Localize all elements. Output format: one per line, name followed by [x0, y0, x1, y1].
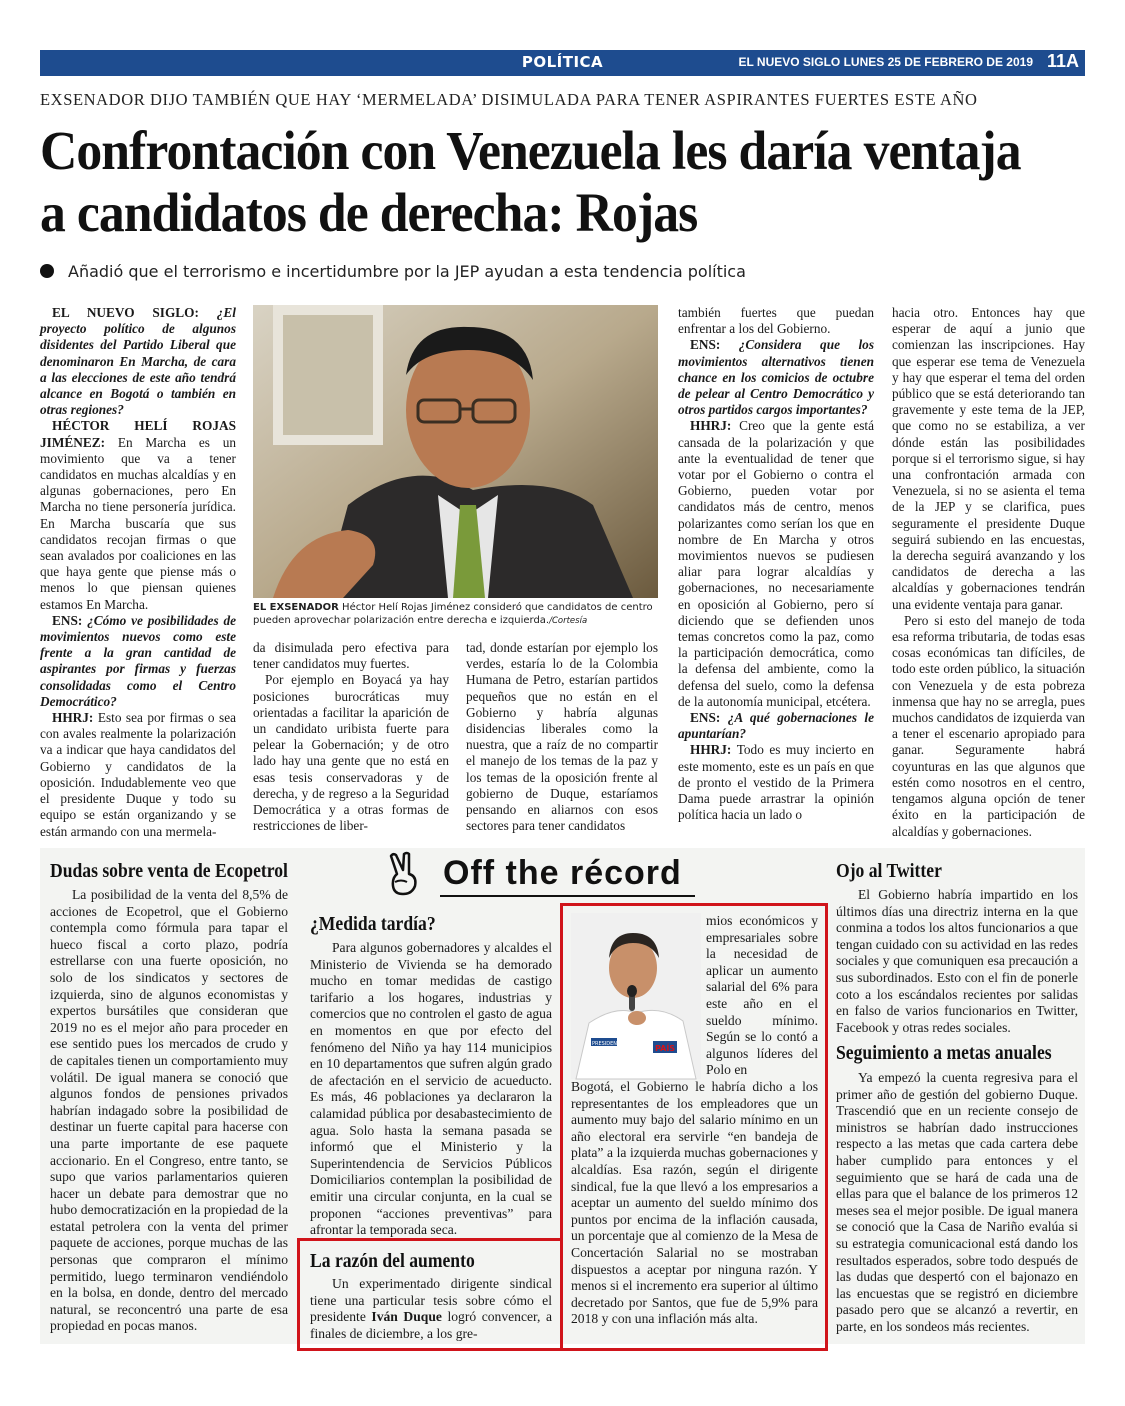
victory-hand-icon — [385, 852, 425, 896]
speaker-label: HHRJ: — [690, 418, 732, 434]
paragraph: Ya empezó la cuenta regresiva para el primer año de gestión del gobierno Duque. Trascendió que en un reciente consejo de ministros se habrían dado instrucciones respecto a las metas que cada cartera debe haber cumplido para entonces y el seguimiento que se hará de cada una de ellas para que el balance de los primeros 12 meses sea el mejor posible. De igual manera se conoció que la Casa de Nariño evalúa si su estrategia comunicacional está dando los resultados esperados, sobre todo después de las dudas que despertó con el bajonazo en las encuestas que se registró en diciembre pasado pero que se alcanzó a revertir, en parte, en los sondeos más recientes. — [836, 1070, 1078, 1334]
question-text: ¿Considera que los movimientos alternativos tienen chance en los comicios de octubre de pelear al Centro Democrático y otros partidos cargos importantes? — [678, 337, 874, 418]
speaker-label: HÉCTOR HELÍ ROJAS JIMÉNEZ: — [40, 418, 236, 450]
paragraph: hacia otro. Entonces hay que esperar de aquí a junio que comienzan las inscripciones. Hay que esperar ese tema de Venezuela y hay que esperar el tema del orden público que se está deteriorando tan gravemente y este tema de la JEP, que como no se estabiliza, a ver dónde están las posibilidades porque si el terrorismo sigue, si hay una confrontación armada con Venezuela, si no se asienta el tema de la JEP y se clarifica, pues seguramente el presidente Duque seguirá subiendo en las encuestas, la derecha seguirá avanzando y los candidatos de derecha a las alcaldías y gobernaciones tendrán una evidente ventaja para ganar. — [892, 305, 1085, 612]
metas-title: Seguimiento a metas anuales — [836, 1042, 1052, 1064]
paragraph: mios económicos y empresariales sobre la necesidad de aplicar un aumento salarial del 6% para este año en el sueldo mínimo. Según se lo contó a algunos líderes del Polo en — [706, 913, 818, 1078]
article-photo — [253, 305, 658, 598]
subhead — [40, 262, 1085, 281]
article-column-1 — [40, 305, 236, 839]
paragraph: La posibilidad de la venta del 8,5% de acciones de Ecopetrol, que el Gobierno contempla como fórmula para tapar el hueco fiscal a corto plazo, podría estrellarse con una fuerte oposición, no solo de los sindicatos y sectores de izquierda, sino de algunos economistas y expertos bursátiles que consideran que 2019 no es el mejor año para proceder en ese sentido pues los mercados de crudo y de capitales tienen un comportamiento muy volátil. De igual manera se conoció que algunos fondos de pensiones privados habrían indagado sobre la posibilidad de destinar un fuerte capital para hacerse con una parte importante de ese paquete accionario. En el Congreso, entre tanto, se supo que varios parlamentarios quieren hacer un debate para demostrar que no hubo democratización en la propiedad de la estatal petrolera con la venta del primer paquete de acciones, porque muchas de las personas que compraron el mínimo permitido, luego terminaron vendiéndolo en la bolsa, en donde, dentro del mercado natural, se reconcentró una parte de esa propiedad en pocas manos. — [50, 887, 288, 1334]
razon-title: La razón del aumento — [310, 1250, 475, 1272]
off-the-record-header — [385, 852, 695, 898]
text-run: Un experimentado dirigente sindical tiene una particular tesis sobre cómo el presidente — [310, 1276, 552, 1325]
section-header-bar — [40, 50, 1085, 76]
shirt-label-left: PRESIDENTE — [592, 1041, 624, 1047]
title-underline — [440, 895, 695, 897]
off-the-record-title: Off the récord — [443, 854, 682, 892]
paragraph: Bogotá, el Gobierno le habría dicho a los representantes de los empleadores que un aumento muy bajo del salario mínimo en un año electoral era servirle “en bandeja de plata” a la izquierda muchas gobernaciones y alcaldías. Esa razón, según el dirigente sindical, fue la que llevó a los empresarios a aceptar un aumento del sueldo mínimo dos puntos por encima de la inflación causada, un porcentaje que al comienzo de la Mesa de Concertación Salarial no se mostraban dispuestos a aceptar por ninguna razón. Y menos si el incremento era superior al último decretado por Santos, que fue de 5,9% para 2018 y con una inflación más alta. — [571, 1079, 818, 1327]
text-run: logró convencer, a finales de diciembre, a los gre- — [310, 1309, 552, 1341]
paragraph: Pero si esto del manejo de toda esa reforma tributaria, de todas esas cosas económicas tan difíciles, de todo este orden público, la situación con Venezuela y de esta pobreza inmensa que hay no se arregla, pues muchos candidatos de izquierda van a tener el escenario apropiado para ganar. Seguramente habrá coyunturas en las que algunos que estén como nosotros en el centro, tengamos alguna opción de tener éxito en la participación de alcaldías y gobernaciones. — [892, 612, 1085, 839]
paragraph: también fuertes que puedan enfrentar a los del Gobierno. — [678, 305, 874, 337]
speaker-label: ENS: — [690, 710, 721, 726]
article-column-4 — [678, 305, 874, 830]
subhead-text: Añadió que el terrorismo e incertidumbre por la JEP ayudan a esta tendencia política — [68, 262, 746, 281]
section-name: POLÍTICA — [521, 53, 604, 71]
shirt-label-right: PAÍS — [655, 1044, 676, 1053]
kicker: EXSENADOR DIJO TAMBIÉN QUE HAY ‘MERMELADA’ DISIMULADA PARA TENER ASPIRANTES FUERTES ESTE AÑO — [40, 90, 978, 109]
portrait-photo-illustration — [253, 305, 658, 598]
metas-text — [836, 1070, 1078, 1340]
question-text: ¿El proyecto político de algunos disidentes del Partido Liberal que denominaron En Marcha, de cara a las elecciones de este año tendrá alcance en Bogotá o también en otras regiones? — [40, 305, 236, 418]
answer-text: Creo que la gente está cansada de la polarización y que ante la eventualidad de tener que votar por el Gobierno o contra el Gobierno, pueden votar por candidatos más de centro, menos polarizantes como serían los que en nombre de En Marcha y otros movimientos nuevos se pudiesen aliar para lograr alcaldías y gobernaciones, no necesariamente en oposición al Gobierno, pero sí diciendo que se defienden unos temas concretos como la paz, como la participación democrática, como la defensa del ambiente, como la defensa del suelo, como la defensa de la autonomía municipal, etcétera. — [678, 418, 874, 709]
paragraph: Por ejemplo en Boyacá ya hay posiciones burocráticas muy orientadas a facilitar la aparición de un candidato uribista fuerte para pelear la Gobernación; y de otro lado hay una gente que no está en esas tesis conservadoras y de derecha, y de regreso a la Seguridad Democrática y a otras formas de restricciones de liber- — [253, 672, 449, 834]
article-column-3 — [466, 640, 658, 834]
paragraph: tad, donde estarían por ejemplo los verdes, estaría lo de la Colombia Humana de Petro, estarían partidos pequeños que no están en el Gobierno y habría algunas disidencias liberales como la nuestra, que a raíz de no compartir el manejo de los temas de la paz y los temas de la oposición frente al gobierno de Duque, estaríamos pensando en aliarnos con esos sectores para tener candidatos — [466, 640, 658, 834]
twitter-text — [836, 887, 1078, 1033]
paragraph: da disimulada pero efectiva para tener candidatos muy fuertes. — [253, 640, 449, 672]
answer-text: Esto sea por firmas o sea con avales realmente la polarización va a indicar que haya candidatos del Gobierno y candidatos de la oposición. Indudablemente veo que el presidente Duque y todo su equipo se están organizando y se están armando con una mermela- — [40, 710, 236, 839]
answer-text: Todo es muy incierto en este momento, este es un país en que de pronto el vestido de la Primera Dama puede arrastrar la opinión política hacia un lado o — [678, 742, 874, 823]
speaker-label: ENS: — [690, 337, 721, 353]
speaker-label: EL NUEVO SIGLO: — [52, 305, 199, 320]
headline: Confrontación con Venezuela les daría ventaja a candidatos de derecha: Rojas — [40, 120, 1021, 243]
question-text: ¿A qué gobernaciones le apuntarían? — [678, 710, 874, 742]
photo-credit: /Cortesía — [549, 616, 588, 626]
paragraph: Para algunos gobernadores y alcaldes el Ministerio de Vivienda se ha demorado mucho en tomar medidas de castigo tarifario a los hogares, industrias y comercios que no controlen el gasto de agua en momentos en que por efecto del fenómeno del Niño ya hay 114 municipios en 10 departamentos que sufren algún grado de afectación en el servicio de acueducto. Es más, 46 poblaciones ya declararon la calamidad pública por desabastecimiento de agua. Solo hasta la semana pasada se informó que el Ministerio y la Superintendencia de Servicios Públicos Domiciliarios contemplan la posibilidad de emitir una circular conjunta, en la cual se proponen “acciones preventivas” para afrontar la temporada seca. — [310, 940, 552, 1238]
article-column-5 — [892, 305, 1085, 839]
speaker-label: ENS: — [52, 612, 83, 628]
paragraph: El Gobierno habría impartido en los últimos días una directriz interna en la que conmina a todos los altos funcionarios a que tengan cuidado con su actividad en las redes sociales y que comuniquen esa precaución a sus subordinados. Esto con el fin de ponerle coto a los escándalos recientes por salidas en falso de varios funcionarios en Twitter, Facebook y otras redes sociales. — [836, 887, 1078, 1035]
caption-lead: EL EXSENADOR — [253, 602, 339, 613]
article-column-2 — [253, 640, 449, 834]
page-number: 11A — [1046, 51, 1079, 71]
bullet-icon — [40, 264, 54, 278]
speaker-label: HHRJ: — [690, 742, 732, 758]
answer-text: En Marcha es un movimiento que va a tener candidatos en muchas alcaldías y en algunas gobernaciones, pero En Marcha no tiene personería jurídica. En Marcha buscaría que sus candidatos recojan firmas o que sean avalados por coaliciones en las que haya gente que piense más o menos lo que piensan quienes estamos En Marcha. — [40, 434, 236, 612]
speaker-label: HHRJ: — [52, 710, 94, 726]
ecopetrol-title: Dudas sobre venta de Ecopetrol — [50, 860, 288, 882]
photo-caption — [253, 601, 658, 628]
twitter-title: Ojo al Twitter — [836, 860, 942, 882]
medida-title: ¿Medida tardía? — [310, 913, 436, 935]
medida-text — [310, 940, 552, 1238]
highlight-frame-intro — [297, 1238, 563, 1351]
caption-text: Héctor Helí Rojas Jiménez consideró que candidatos de centro pueden aprovechar polarización entre derecha e izquierda. — [253, 602, 653, 626]
dateline: EL NUEVO SIGLO LUNES 25 DE FEBRERO DE 2019 — [738, 55, 1033, 69]
question-text: ¿Cómo ve posibilidades de movimientos nuevos como este frente a la gran cantidad de aspirantes por firmas y fuerzas consolidadas como el Centro Democrático? — [40, 612, 236, 709]
highlight-frame-main — [560, 903, 828, 1351]
ecopetrol-text — [50, 887, 288, 1337]
name-highlight: Iván Duque — [371, 1309, 442, 1325]
